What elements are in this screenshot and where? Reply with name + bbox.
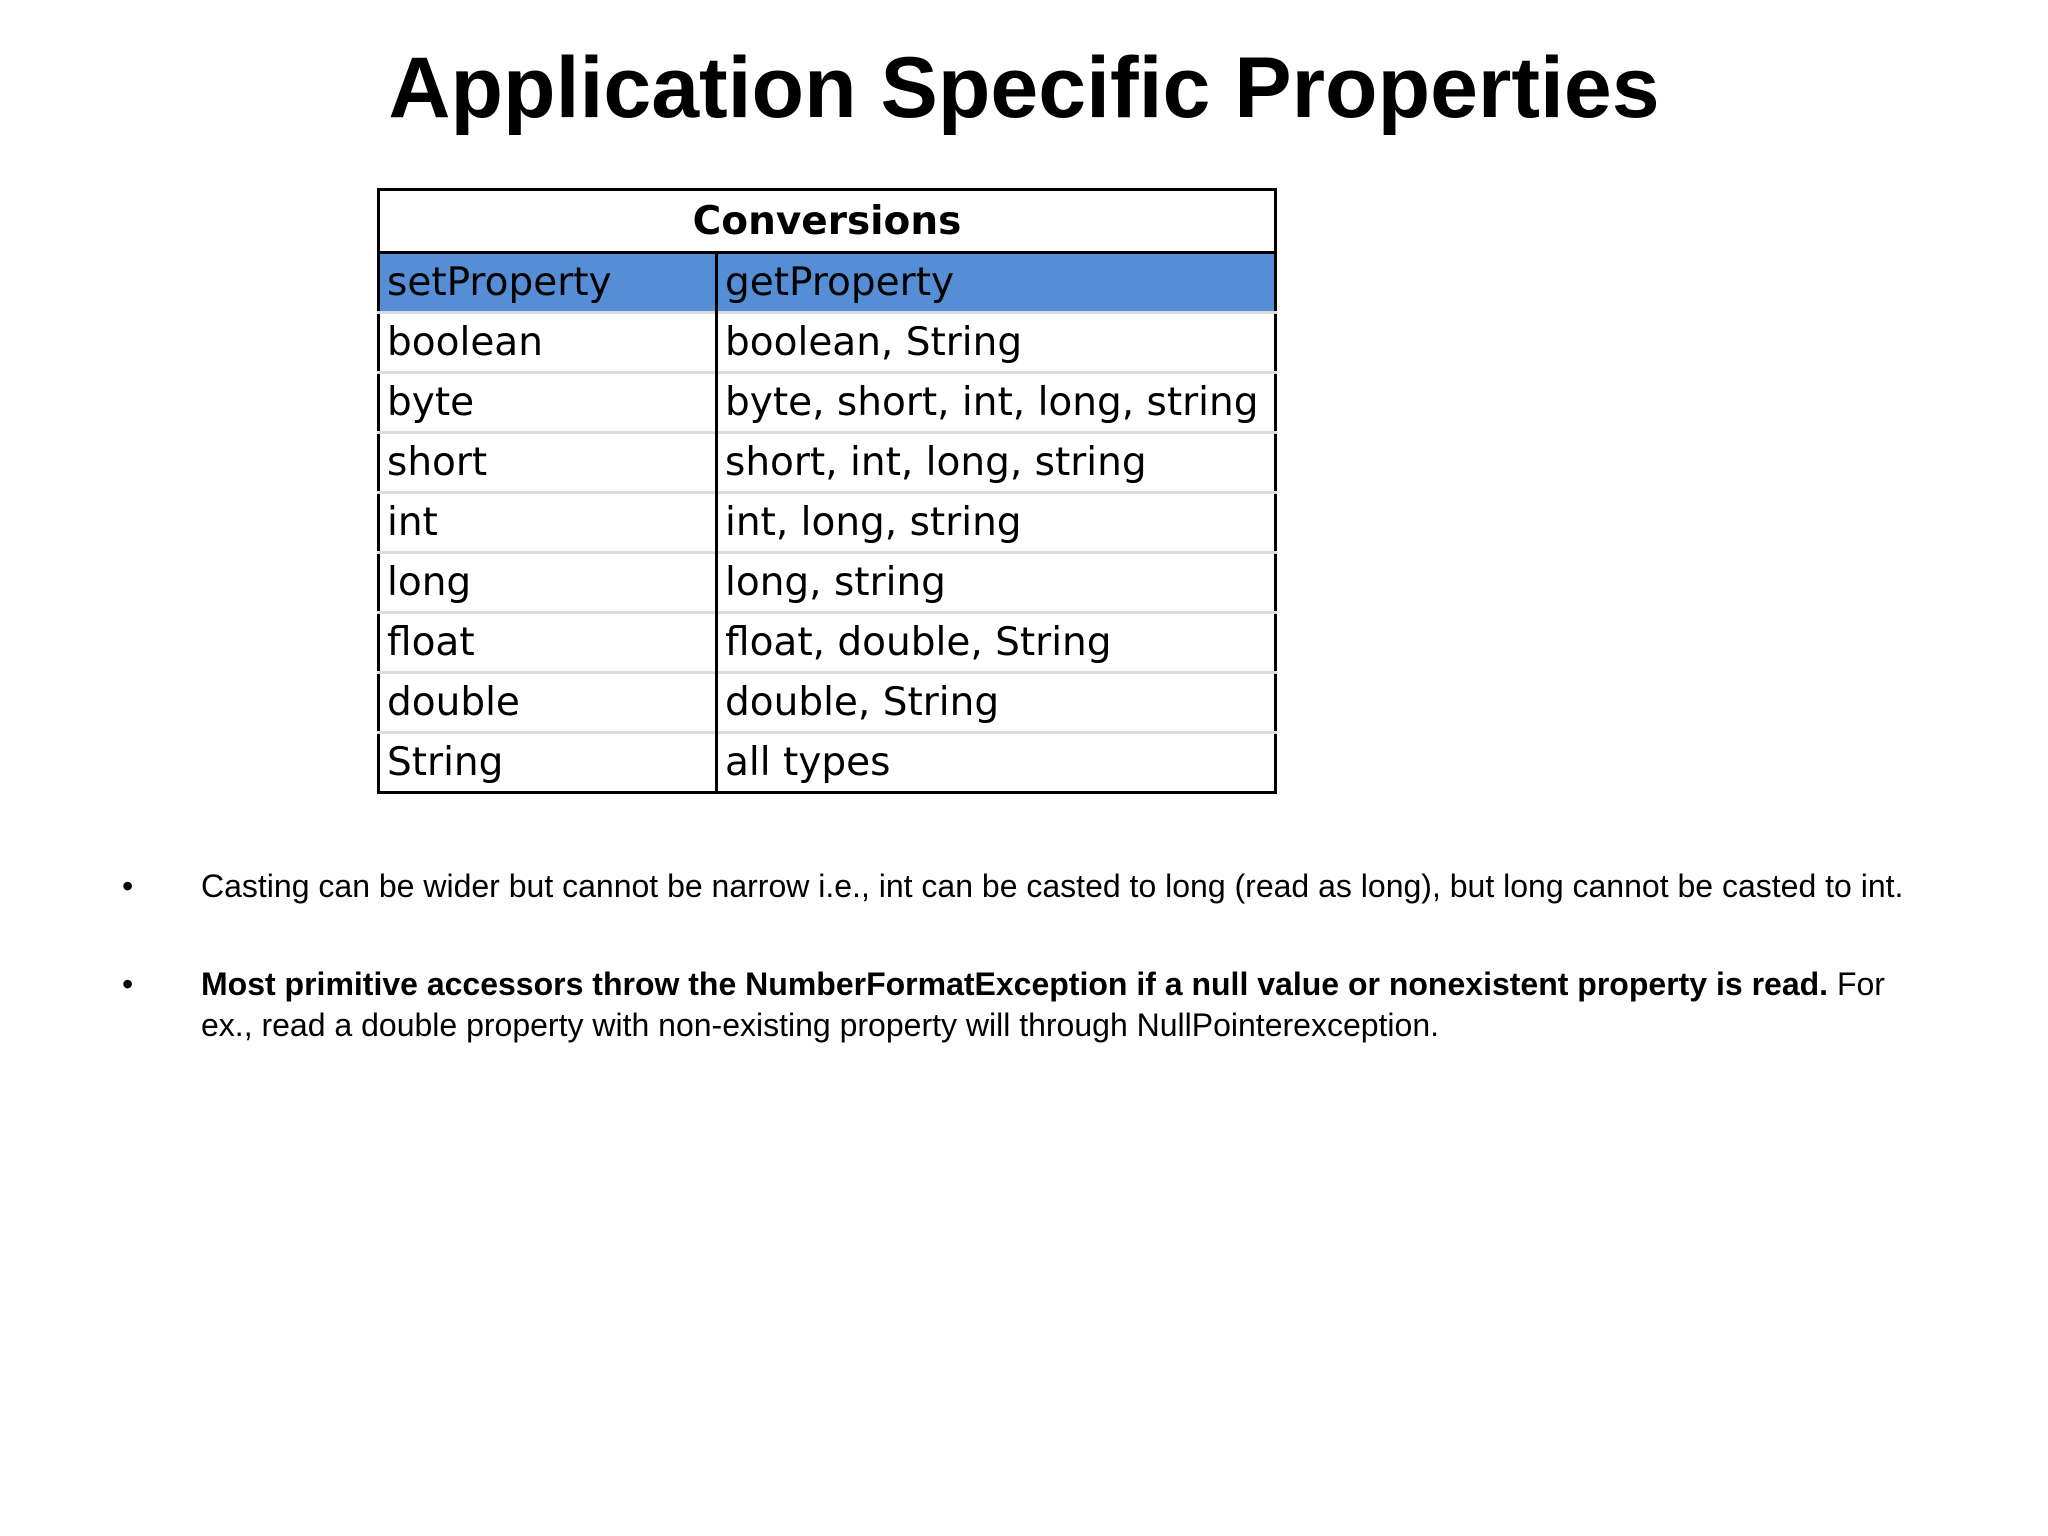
get-types-cell: boolean, String xyxy=(717,313,1276,373)
table-row xyxy=(379,373,1276,433)
set-type-cell: boolean xyxy=(379,313,717,373)
get-types-cell: short, int, long, string xyxy=(717,433,1276,493)
set-type-cell: byte xyxy=(379,373,717,433)
get-types-cell: int, long, string xyxy=(717,493,1276,553)
set-type-cell: short xyxy=(379,433,717,493)
bullet-item-accessors xyxy=(0,964,1941,1046)
get-types-cell: float, double, String xyxy=(717,613,1276,673)
bullet-marker: • xyxy=(122,966,134,1002)
column-header-setproperty: setProperty xyxy=(379,253,717,313)
column-header-getproperty: getProperty xyxy=(717,253,1276,313)
get-types-cell: long, string xyxy=(717,553,1276,613)
table-row xyxy=(379,613,1276,673)
bullet-text: For ex., read a double property with non-existing property will through NullPointerexception. xyxy=(201,966,1885,1043)
bullet-list xyxy=(0,866,2048,1046)
table-caption: Conversions xyxy=(379,190,1276,253)
conversions-table xyxy=(377,188,1277,794)
get-types-cell: byte, short, int, long, string xyxy=(717,373,1276,433)
table-row xyxy=(379,433,1276,493)
get-types-cell: all types xyxy=(717,733,1276,793)
table-row xyxy=(379,553,1276,613)
table-row xyxy=(379,733,1276,793)
set-type-cell: long xyxy=(379,553,717,613)
set-type-cell: String xyxy=(379,733,717,793)
set-type-cell: int xyxy=(379,493,717,553)
table-row xyxy=(379,493,1276,553)
bullet-text: Casting can be wider but cannot be narrow i.e., int can be casted to long (read as long), but long cannot be casted to int. xyxy=(201,868,1904,904)
table-header-row xyxy=(379,253,1276,313)
page-title: Application Specific Properties xyxy=(388,40,1660,136)
table-caption-row xyxy=(379,190,1276,253)
bullet-marker: • xyxy=(122,868,134,904)
bullet-item-casting xyxy=(0,866,1941,907)
get-types-cell: double, String xyxy=(717,673,1276,733)
table-row xyxy=(379,313,1276,373)
set-type-cell: float xyxy=(379,613,717,673)
set-type-cell: double xyxy=(379,673,717,733)
table-row xyxy=(379,673,1276,733)
bullet-bold-text: Most primitive accessors throw the NumberFormatException if a null value or nonexistent property is read. xyxy=(201,966,1829,1002)
